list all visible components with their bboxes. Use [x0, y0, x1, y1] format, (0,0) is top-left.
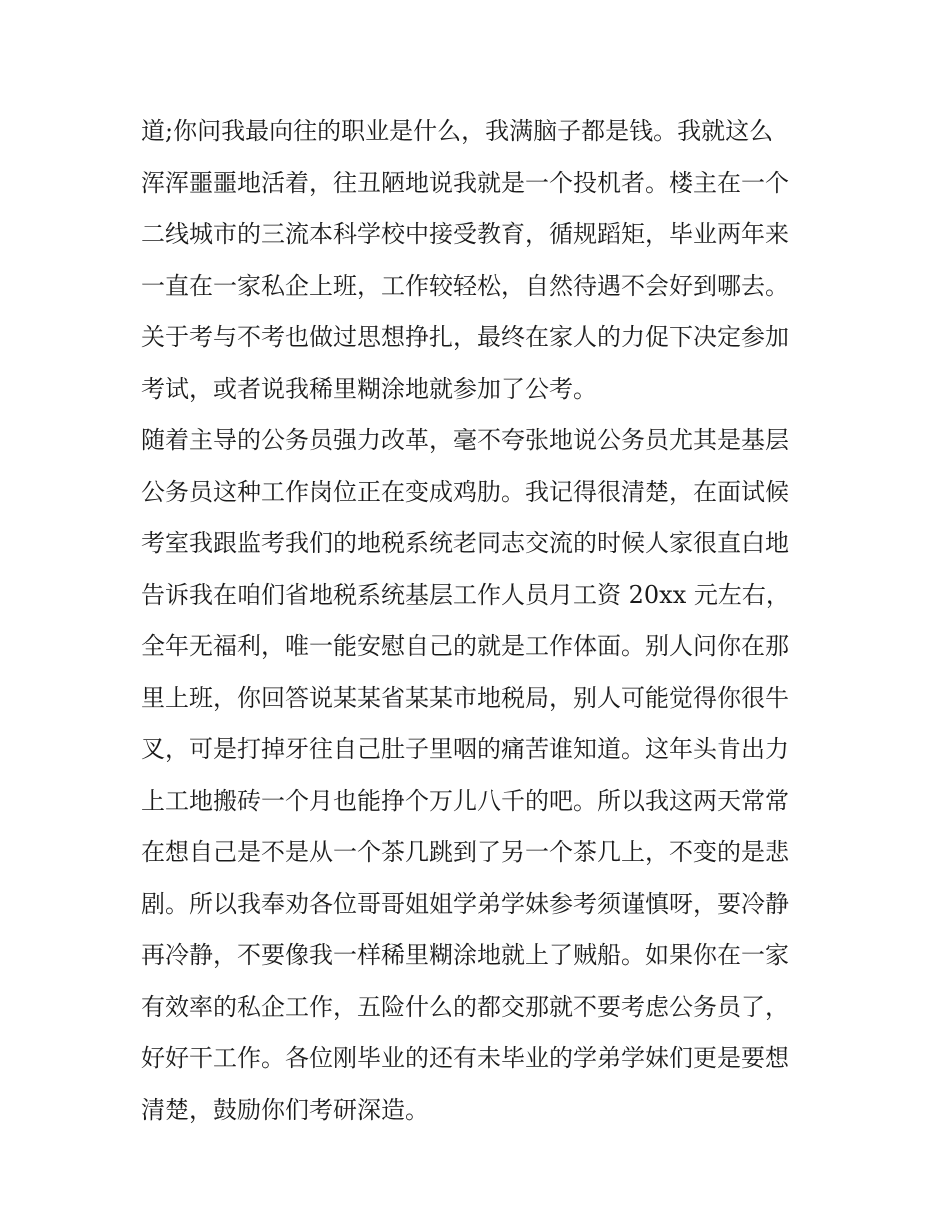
text-line-6: 考试，或者说我稀里糊涂地就参加了公考。 — [141, 374, 597, 403]
text-line-13: 叉，可是打掉牙往自己肚子里咽的痛苦谁知道。这年头肯出力 — [141, 735, 789, 763]
text-line-11: 全年无福利，唯一能安慰自己的就是工作体面。别人问你在那 — [141, 632, 789, 660]
text-line-18: 有效率的私企工作，五险什么的都交那就不要考虑公务员了， — [141, 992, 789, 1021]
text-line-10: 告诉我在咱们省地税系统基层工作人员月工资 20xx 元左右， — [141, 580, 790, 609]
text-line-2: 浑浑噩噩地活着，往丑陋地说我就是一个投机者。楼主在一个 — [141, 168, 789, 197]
text-line-15: 在想自己是不是从一个茶几跳到了另一个茶几上，不变的是悲 — [141, 838, 789, 866]
text-line-20: 清楚，鼓励你们考研深造。 — [141, 1095, 429, 1124]
text-line-5: 关于考与不考也做过思想挣扎，最终在家人的力促下决定参加 — [141, 323, 789, 351]
text-line-7: 随着主导的公务员强力改革，毫不夸张地说公务员尤其是基层 — [141, 426, 789, 454]
text-line-17: 再冷静，不要像我一样稀里糊涂地就上了贼船。如果你在一家 — [141, 941, 789, 969]
text-line-3: 二线城市的三流本科学校中接受教育，循规蹈矩，毕业两年来 — [141, 220, 789, 248]
text-line-9: 考室我跟监考我们的地税系统老同志交流的时候人家很直白地 — [141, 529, 789, 557]
text-line-4: 一直在一家私企上班，工作较轻松，自然待遇不会好到哪去。 — [141, 271, 789, 300]
text-line-8: 公务员这种工作岗位正在变成鸡肋。我记得很清楚，在面试候 — [141, 477, 789, 506]
text-line-12: 里上班，你回答说某某省某某市地税局，别人可能觉得你很牛 — [141, 683, 789, 712]
body-text — [141, 106, 821, 1136]
text-line-1: 道;你问我最向往的职业是什么，我满脑子都是钱。我就这么 — [141, 117, 774, 145]
text-line-14: 上工地搬砖一个月也能挣个万儿八千的吧。所以我这两天常常 — [141, 786, 789, 815]
text-line-19: 好好干工作。各位刚毕业的还有未毕业的学弟学妹们更是要想 — [141, 1044, 789, 1072]
text-line-16: 剧。所以我奉劝各位哥哥姐姐学弟学妹参考须谨慎呀，要冷静 — [141, 889, 789, 918]
